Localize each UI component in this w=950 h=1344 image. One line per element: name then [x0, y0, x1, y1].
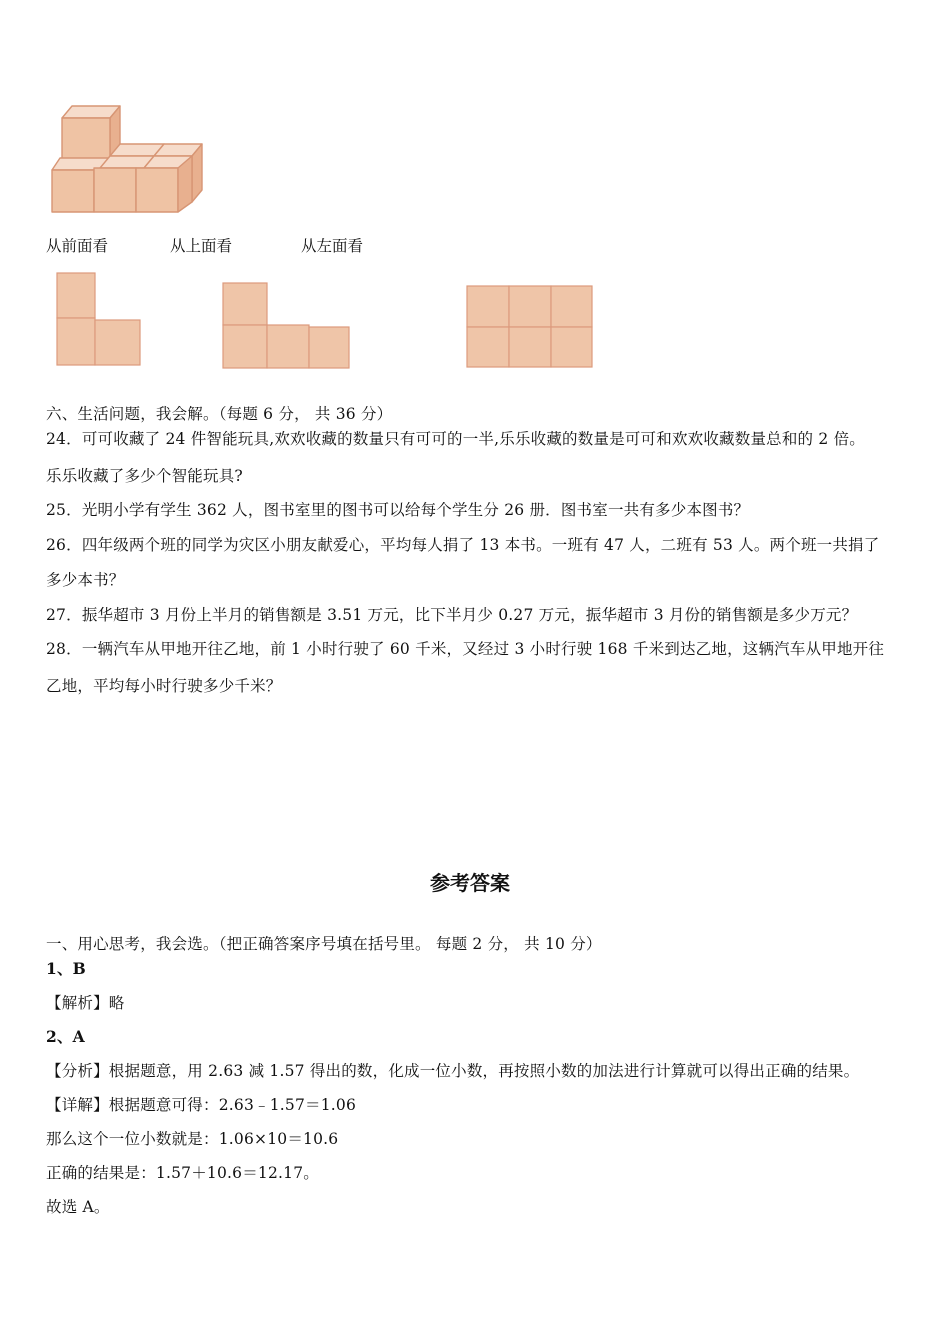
question-27: 27．振华超市 3 月份上半月的销售额是 3.51 万元，比下半月少 0.27 万元，振华超市 3 月份的销售额是多少万元？ — [46, 606, 858, 624]
question-26-line1: 26．四年级两个班的同学为灾区小朋友献爱心，平均每人捐了 13 本书。一班有 47 人，二班有 53 人。两个班一共捐了 — [46, 536, 880, 554]
answers-section1-heading: 一、用心思考，我会选。（把正确答案序号填在括号里。 每题 2 分， 共 10 分） — [46, 935, 602, 953]
answer-2-conclusion: 故选 A。 — [46, 1198, 110, 1216]
section6-heading: 六、生活问题，我会解。（每题 6 分， 共 36 分） — [46, 405, 393, 423]
answers-title: 参考答案 — [430, 871, 510, 895]
question-24-line1: 24．可可收藏了 24 件智能玩具,欢欢收藏的数量只有可可的一半,乐乐收藏的数量是可可和欢欢收藏数量总和的 2 倍。 — [46, 430, 865, 448]
question-28-line1: 28．一辆汽车从甲地开往乙地，前 1 小时行驶了 60 千米，又经过 3 小时行驶 168 千米到达乙地，这辆汽车从甲地开往 — [46, 640, 885, 658]
front-view-label: 从前面看 — [46, 237, 109, 255]
answer-2-step2: 那么这个一位小数就是：1.06×10＝10.6 — [46, 1130, 339, 1148]
answer-2-step3: 正确的结果是：1.57＋10.6＝12.17。 — [46, 1164, 319, 1182]
cube-stack-figure — [50, 104, 204, 216]
question-28-line2: 乙地，平均每小时行驶多少千米？ — [46, 677, 282, 695]
answer-2: 2、A — [46, 1027, 85, 1046]
question-26-line2: 多少本书？ — [46, 571, 125, 589]
question-25: 25．光明小学有学生 362 人，图书室里的图书可以给每个学生分 26 册．图书室一共有多少本图书？ — [46, 501, 750, 519]
top-view-figure — [222, 282, 352, 370]
question-24-line2: 乐乐收藏了多少个智能玩具? — [46, 467, 243, 485]
answer-1: 1、B — [46, 959, 86, 978]
left-view-label: 从左面看 — [301, 237, 364, 255]
left-view-figure — [466, 285, 594, 369]
answer-2-detail: 【详解】根据题意可得：2.63﹣1.57＝1.06 — [46, 1096, 357, 1114]
answer-2-analysis: 【分析】根据题意，用 2.63 减 1.57 得出的数，化成一位小数，再按照小数的加法进行计算就可以得出正确的结果。 — [46, 1062, 860, 1080]
answer-1-analysis: 【解析】略 — [46, 994, 125, 1012]
top-view-label: 从上面看 — [170, 237, 233, 255]
front-view-figure — [56, 272, 142, 367]
